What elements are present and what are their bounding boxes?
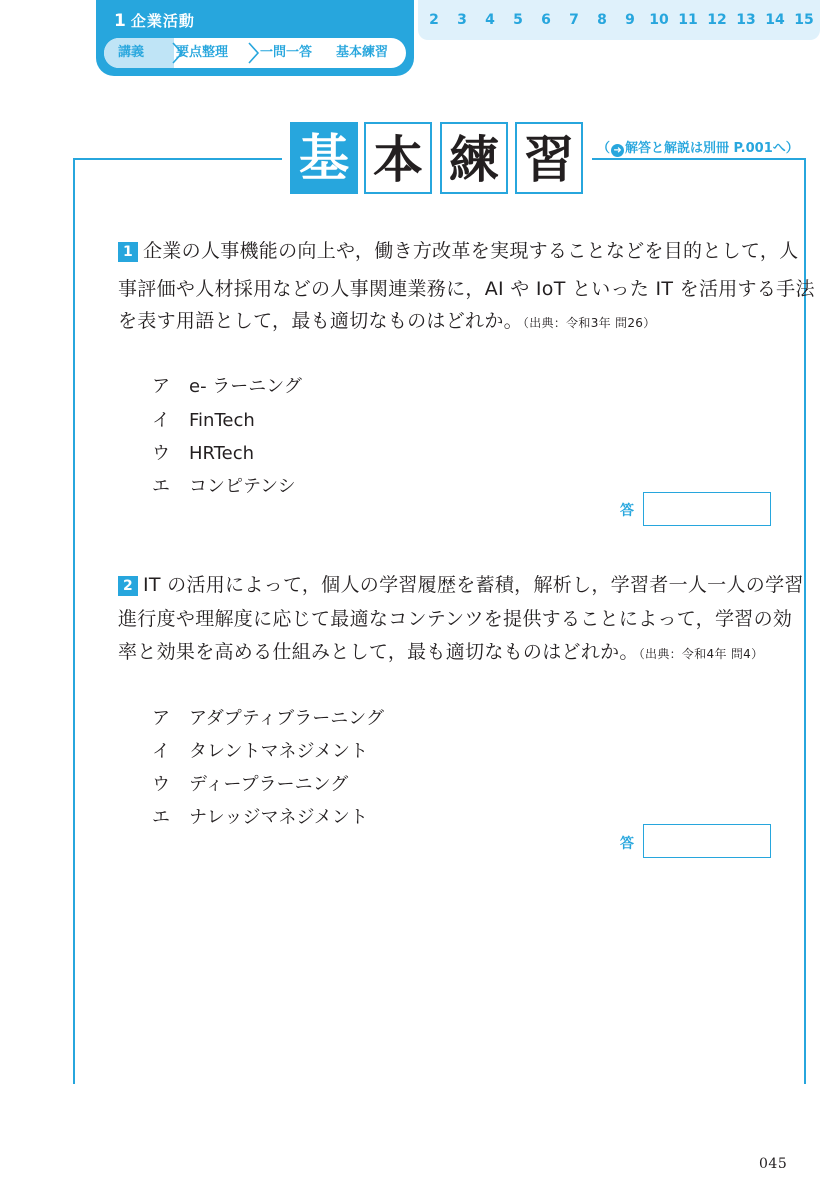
choice-text: HRTech — [189, 443, 255, 464]
answer-2-label: 答 — [620, 836, 634, 852]
page-number: 045 — [759, 1156, 788, 1172]
choice-1-a — [152, 372, 302, 398]
choice-label: ウ — [152, 774, 170, 795]
chapter-tab-5[interactable]: 5 — [513, 12, 523, 28]
choice-2-d — [152, 803, 368, 829]
choice-1-b — [152, 406, 255, 432]
breadcrumb-item-qa[interactable]: 一問一答 — [260, 45, 313, 60]
question-text: 率と効果を高める仕組みとして，最も適切なものはどれか。 — [118, 641, 639, 663]
question-2-line-3 — [118, 637, 763, 664]
choice-text: FinTech — [189, 410, 255, 431]
choice-text: ディープラーニング — [189, 774, 349, 795]
choice-text: ナレッジマネジメント — [189, 807, 368, 828]
page-title-char-2: 本 — [364, 122, 432, 194]
choice-2-c — [152, 770, 348, 796]
chapter-tab-2[interactable]: 2 — [429, 12, 439, 28]
arrow-right-icon: ➜ — [611, 144, 624, 157]
choice-label: エ — [152, 476, 170, 497]
breadcrumb-item-summary[interactable]: 要点整理 — [176, 45, 229, 60]
question-source: （出典：令和3年 問26） — [522, 316, 656, 330]
question-1-line-1 — [118, 236, 798, 263]
choice-text: e- ラーニング — [189, 376, 302, 397]
question-2-line-2: 進行度や理解度に応じて最適なコンテンツを提供することによって，学習の効 — [118, 608, 793, 630]
chapter-tab-11[interactable]: 11 — [678, 12, 698, 28]
chapter-title — [114, 10, 195, 31]
question-number-badge: 1 — [118, 242, 138, 262]
answer-reference-note — [597, 137, 799, 157]
frame-left-border — [73, 158, 75, 1084]
question-text: IT の活用によって，個人の学習履歴を蓄積，解析し，学習者一人一人の学習 — [143, 574, 804, 596]
chapter-tab-15[interactable]: 15 — [794, 12, 814, 28]
choice-text: コンピテンシ — [189, 476, 296, 497]
question-2-line-1 — [118, 570, 804, 597]
choice-label: イ — [152, 741, 170, 762]
choice-1-d — [152, 472, 296, 498]
chapter-tab-4[interactable]: 4 — [485, 12, 495, 28]
answer-1-label: 答 — [620, 503, 634, 519]
chapter-tabs — [418, 0, 820, 40]
choice-text: アダプティブラーニング — [189, 708, 384, 729]
chapter-tab-14[interactable]: 14 — [765, 12, 785, 28]
choice-1-c — [152, 439, 254, 465]
chapter-tab-3[interactable]: 3 — [457, 12, 467, 28]
chapter-tab-7[interactable]: 7 — [569, 12, 579, 28]
question-source: （出典：令和4年 問4） — [638, 647, 764, 661]
choice-label: イ — [152, 410, 170, 431]
chapter-title-text: 企業活動 — [130, 12, 195, 30]
chapter-number: 1 — [114, 11, 127, 31]
note-prefix: （ — [597, 141, 611, 156]
question-1-line-2: 事評価や人材採用などの人事関連業務に，AI や IoT といった IT を活用する手法 — [118, 278, 815, 300]
chapter-tab-10[interactable]: 10 — [649, 12, 669, 28]
choice-label: ア — [152, 376, 170, 397]
answer-2-box[interactable] — [643, 824, 771, 858]
question-1-line-3 — [118, 306, 656, 333]
chapter-tab-6[interactable]: 6 — [541, 12, 551, 28]
page-title-char-4: 習 — [515, 122, 583, 194]
answer-1-box[interactable] — [643, 492, 771, 526]
question-text: を表す用語として，最も適切なものはどれか。 — [118, 310, 523, 332]
choice-text: タレントマネジメント — [189, 741, 369, 762]
breadcrumb-item-practice[interactable]: 基本練習 — [336, 45, 389, 60]
choice-2-b — [152, 737, 368, 763]
choice-label: ア — [152, 708, 170, 729]
page-title-char-1: 基 — [290, 122, 358, 194]
chapter-tab-9[interactable]: 9 — [625, 12, 635, 28]
choice-label: エ — [152, 807, 170, 828]
breadcrumb-item-lecture[interactable]: 講義 — [118, 45, 145, 60]
question-text: 企業の人事機能の向上や，働き方改革を実現することなどを目的として，人 — [143, 240, 799, 262]
breadcrumb — [104, 38, 406, 68]
choice-label: ウ — [152, 443, 170, 464]
page-title-char-3: 練 — [440, 122, 508, 194]
choice-2-a — [152, 704, 384, 730]
chapter-tab-8[interactable]: 8 — [597, 12, 607, 28]
chapter-tab-13[interactable]: 13 — [736, 12, 756, 28]
chapter-tab-12[interactable]: 12 — [707, 12, 727, 28]
note-text: 解答と解説は別冊 P.001へ） — [625, 141, 799, 156]
question-number-badge: 2 — [118, 576, 138, 596]
